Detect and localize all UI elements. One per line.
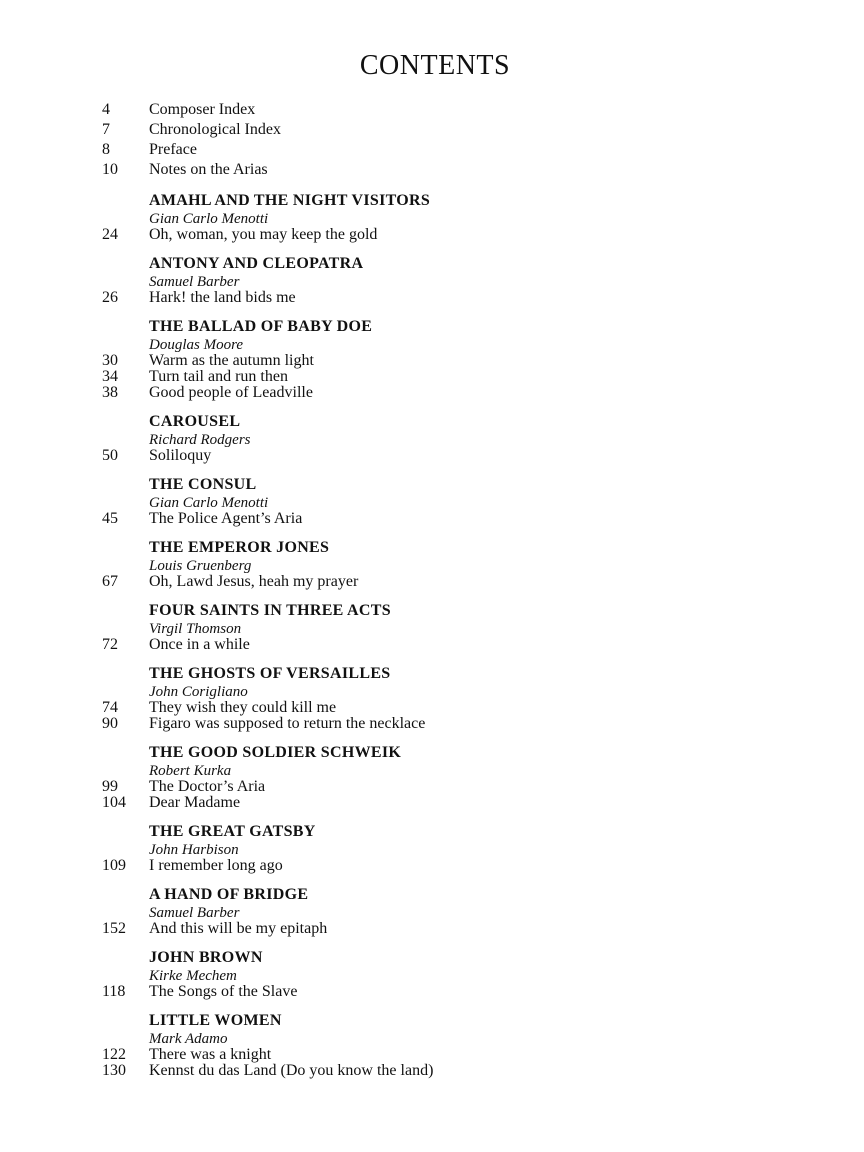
- opera-section: [0, 885, 864, 937]
- opera-title: THE EMPEROR JONES: [149, 539, 330, 556]
- toc-entry: [0, 100, 864, 120]
- opera-title: THE GREAT GATSBY: [149, 823, 316, 840]
- composer-name: Mark Adamo: [149, 1031, 228, 1047]
- aria-entry: [0, 290, 864, 306]
- page-number: 10: [102, 161, 118, 178]
- composer-name: Samuel Barber: [149, 905, 240, 921]
- toc-entry: [0, 120, 864, 140]
- aria-title: Kennst du das Land (Do you know the land): [149, 1062, 434, 1079]
- aria-title: Figaro was supposed to return the necklace: [149, 715, 426, 732]
- toc-entry: [0, 160, 864, 180]
- front-matter-list: [0, 100, 864, 180]
- opera-section: [0, 664, 864, 732]
- aria-title: The Police Agent’s Aria: [149, 510, 303, 527]
- aria-entry: [0, 385, 864, 401]
- composer-name: Louis Gruenberg: [149, 558, 252, 574]
- table-of-contents: [0, 100, 864, 1079]
- page-number: 122: [102, 1046, 126, 1063]
- composer-name: Samuel Barber: [149, 274, 240, 290]
- aria-title: Hark! the land bids me: [149, 289, 296, 306]
- aria-title: Oh, Lawd Jesus, heah my prayer: [149, 573, 359, 590]
- opera-section: [0, 538, 864, 590]
- page-number: 130: [102, 1062, 126, 1079]
- page-number: 118: [102, 983, 126, 1000]
- composer-name: Douglas Moore: [149, 337, 244, 353]
- opera-title: CAROUSEL: [149, 413, 241, 430]
- aria-entry: [0, 1047, 864, 1063]
- aria-title: The Songs of the Slave: [149, 983, 298, 1000]
- composer-name: Gian Carlo Menotti: [149, 211, 269, 227]
- page-number: 90: [102, 715, 118, 732]
- aria-entry: [0, 779, 864, 795]
- page-number: 67: [102, 573, 118, 590]
- aria-title: Once in a while: [149, 636, 250, 653]
- opera-section: [0, 1011, 864, 1079]
- composer-name: Gian Carlo Menotti: [149, 495, 269, 511]
- opera-title: THE GOOD SOLDIER SCHWEIK: [149, 744, 402, 761]
- aria-entry: [0, 858, 864, 874]
- composer-name: Virgil Thomson: [149, 621, 242, 637]
- opera-title: THE BALLAD OF BABY DOE: [149, 318, 373, 335]
- opera-section: [0, 317, 864, 401]
- opera-title: JOHN BROWN: [149, 949, 263, 966]
- aria-title: Dear Madame: [149, 794, 241, 811]
- aria-entry: [0, 921, 864, 937]
- page-number: 34: [102, 368, 118, 385]
- toc-entry: [0, 140, 864, 160]
- aria-title: And this will be my epitaph: [149, 920, 328, 937]
- entry-label: Chronological Index: [149, 121, 281, 138]
- composer-name: Richard Rodgers: [149, 432, 251, 448]
- aria-entry: [0, 369, 864, 385]
- entry-label: Composer Index: [149, 101, 256, 118]
- page-number: 7: [102, 121, 110, 138]
- aria-entry: [0, 716, 864, 732]
- aria-entry: [0, 353, 864, 369]
- aria-title: They wish they could kill me: [149, 699, 337, 716]
- aria-entry: [0, 984, 864, 1000]
- aria-entry: [0, 511, 864, 527]
- aria-entry: [0, 700, 864, 716]
- page-number: 30: [102, 352, 118, 369]
- aria-title: There was a knight: [149, 1046, 272, 1063]
- aria-title: Oh, woman, you may keep the gold: [149, 226, 378, 243]
- aria-entry: [0, 227, 864, 243]
- opera-title: A HAND OF BRIDGE: [149, 886, 309, 903]
- opera-title: FOUR SAINTS IN THREE ACTS: [149, 602, 391, 619]
- page-number: 72: [102, 636, 118, 653]
- page-number: 45: [102, 510, 118, 527]
- entry-label: Notes on the Arias: [149, 161, 268, 178]
- opera-section: [0, 822, 864, 874]
- opera-section: [0, 475, 864, 527]
- opera-section: [0, 601, 864, 653]
- composer-name: John Corigliano: [149, 684, 248, 700]
- page-number: 104: [102, 794, 126, 811]
- aria-title: Turn tail and run then: [149, 368, 288, 385]
- composer-name: John Harbison: [149, 842, 239, 858]
- page-number: 152: [102, 920, 126, 937]
- page-number: 8: [102, 141, 110, 158]
- aria-title: I remember long ago: [149, 857, 283, 874]
- opera-title: THE GHOSTS OF VERSAILLES: [149, 665, 391, 682]
- aria-entry: [0, 637, 864, 653]
- opera-section: [0, 948, 864, 1000]
- aria-title: Warm as the autumn light: [149, 352, 314, 369]
- opera-section: [0, 254, 864, 306]
- page-number: 26: [102, 289, 118, 306]
- opera-title: LITTLE WOMEN: [149, 1012, 282, 1029]
- page-number: 24: [102, 226, 118, 243]
- entry-label: Preface: [149, 141, 197, 158]
- page-number: 4: [102, 101, 110, 118]
- page-number: 109: [102, 857, 126, 874]
- opera-title: AMAHL AND THE NIGHT VISITORS: [149, 192, 431, 209]
- page-title: CONTENTS: [359, 50, 511, 81]
- opera-title: ANTONY AND CLEOPATRA: [149, 255, 364, 272]
- aria-title: Soliloquy: [149, 447, 212, 464]
- opera-sections: [0, 191, 864, 1079]
- opera-section: [0, 191, 864, 243]
- aria-entry: [0, 1063, 864, 1079]
- page-number: 38: [102, 384, 118, 401]
- aria-entry: [0, 448, 864, 464]
- aria-title: The Doctor’s Aria: [149, 778, 266, 795]
- aria-entry: [0, 574, 864, 590]
- page-number: 99: [102, 778, 118, 795]
- page-number: 74: [102, 699, 118, 716]
- composer-name: Robert Kurka: [149, 763, 232, 779]
- aria-title: Good people of Leadville: [149, 384, 313, 401]
- opera-title: THE CONSUL: [149, 476, 257, 493]
- page-number: 50: [102, 447, 118, 464]
- opera-section: [0, 412, 864, 464]
- aria-entry: [0, 795, 864, 811]
- composer-name: Kirke Mechem: [149, 968, 237, 984]
- opera-section: [0, 743, 864, 811]
